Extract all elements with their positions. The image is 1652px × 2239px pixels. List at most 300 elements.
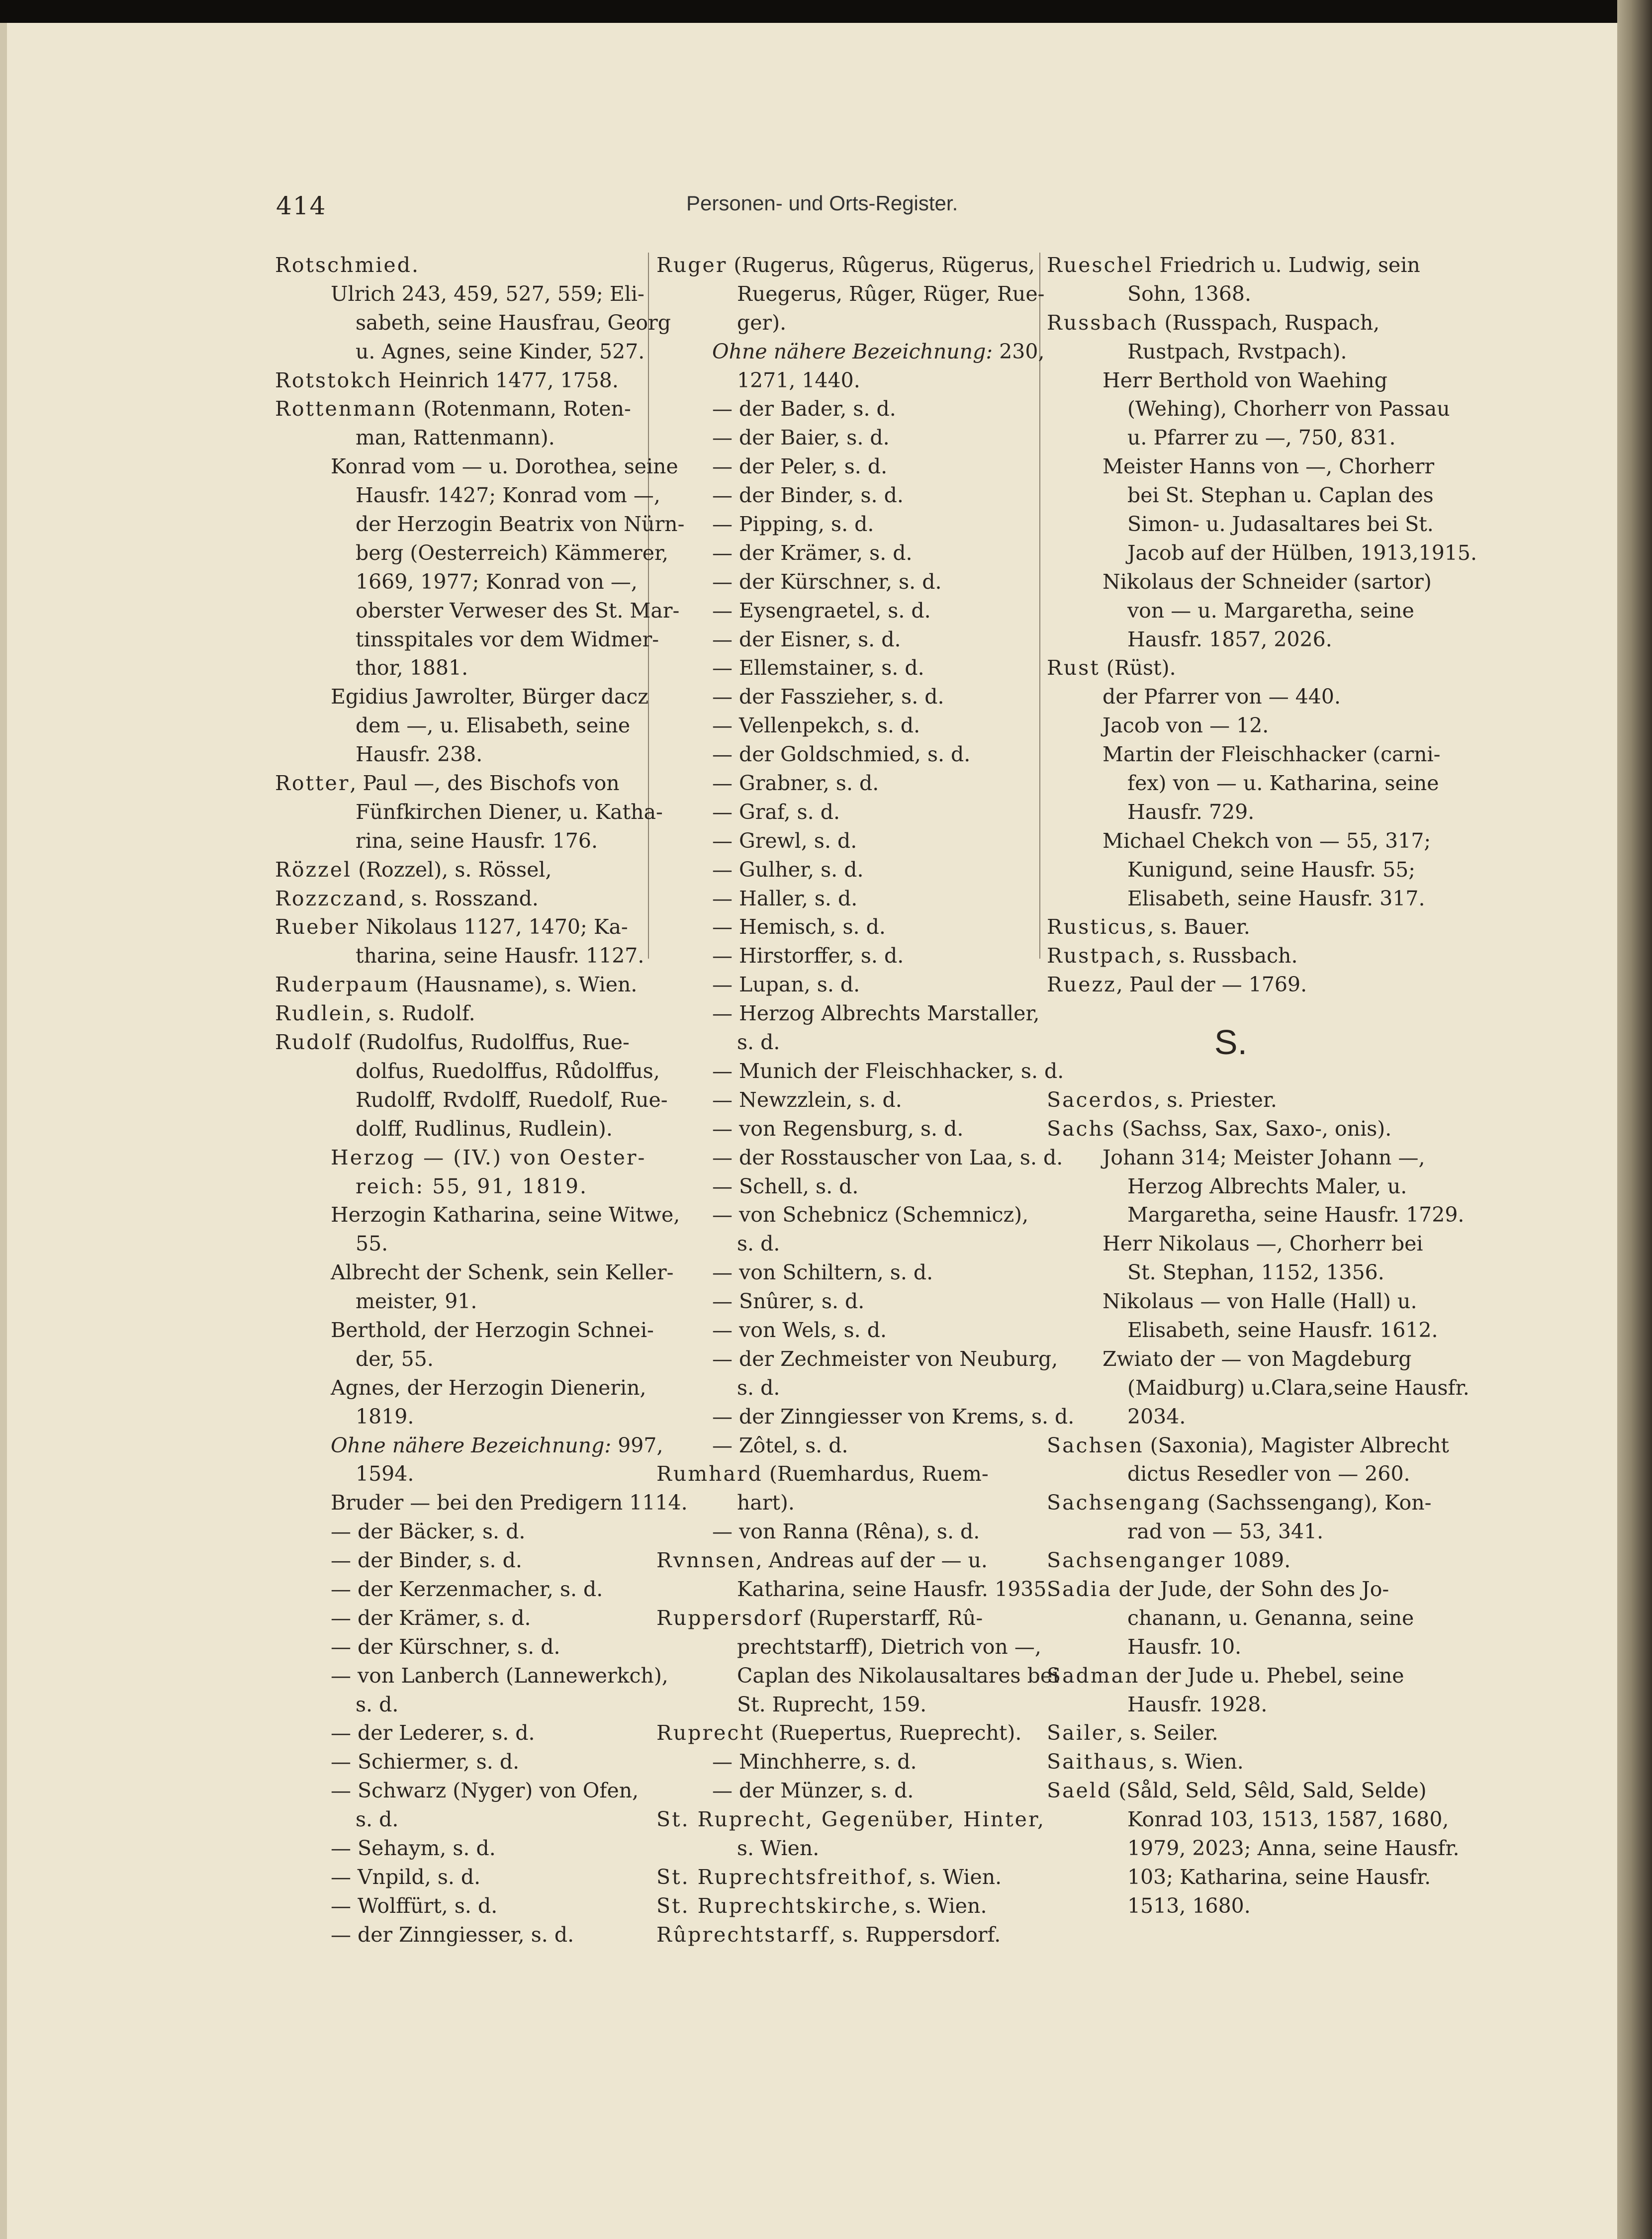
entry-text: — der Kürschner, s. d. [712, 569, 942, 594]
entry-text: — von Lanberch (Lannewerkch), [331, 1663, 668, 1688]
entry-text: (Rüst). [1100, 656, 1176, 680]
entry-text: Hausfr. 1857, 2026. [1127, 627, 1332, 651]
entry-headword: Rozzczand [275, 886, 398, 910]
index-entry-line [656, 1748, 1024, 1777]
entry-text: Egidius Jawrolter, Bürger dacz [331, 685, 648, 709]
entry-text: Hausfr. 1427; Konrad vom —, [356, 483, 660, 508]
entry-headword: Rözzel [275, 857, 352, 882]
entry-text: — der Baier, s. d. [712, 426, 890, 450]
index-entry-line [1047, 1201, 1465, 1230]
index-entry-line [1047, 1863, 1431, 1892]
entry-text: — der Rosstauscher von Laa, s. d. [712, 1145, 1063, 1169]
index-entry-line [656, 683, 1024, 712]
index-entry-headword-line [656, 1460, 1024, 1489]
index-entry-headword-line [1047, 1432, 1449, 1460]
entry-text: , s. Rudolf. [365, 1001, 475, 1026]
entry-headword: Sachsengang [1047, 1491, 1201, 1515]
entry-text: — von Schebnicz (Schemnicz), [712, 1203, 1029, 1227]
entry-text: chanann, u. Genanna, seine [1127, 1606, 1414, 1630]
index-entry-line [1047, 1345, 1415, 1374]
entry-text: — Minchherre, s. d. [712, 1750, 917, 1774]
index-entry-line [1047, 510, 1434, 539]
index-entry-line [656, 1374, 1024, 1403]
index-entry-line [656, 539, 1024, 568]
entry-text: — Gulher, s. d. [712, 857, 864, 882]
index-entry-headword-line [1047, 1115, 1415, 1144]
entry-text: fex) von — u. Katharina, seine [1127, 771, 1439, 796]
entry-headword: Rottenmann [275, 397, 417, 421]
entry-text: — Schell, s. d. [712, 1174, 859, 1198]
index-entry-line [656, 424, 1024, 452]
index-entry-headword-line [1047, 1489, 1432, 1518]
entry-headword: Rumhard [656, 1462, 763, 1486]
index-entry-line [1047, 424, 1415, 452]
book-spine-edge [1617, 0, 1652, 2239]
entry-text: Hausfr. 238. [356, 742, 483, 767]
index-entry-line [656, 1115, 1024, 1144]
entry-text: — Vnpild, s. d. [331, 1865, 481, 1889]
index-entry-line [656, 740, 1024, 769]
index-entry-line [656, 1345, 1058, 1374]
entry-text: s. d. [737, 1375, 780, 1400]
entry-text: — der Zechmeister von Neuburg, [712, 1346, 1058, 1371]
running-title: Personen- und Orts-Register. [686, 191, 958, 215]
index-entry-line [275, 1345, 643, 1374]
entry-text: rad von — 53, 341. [1127, 1520, 1324, 1544]
entry-headword: Rûprechtstarff [656, 1922, 829, 1947]
entry-text: 1513, 1680. [1127, 1893, 1251, 1918]
entry-text: Nikolaus — von Halle (Hall) u. [1102, 1289, 1417, 1314]
entry-headword: Sadia [1047, 1577, 1112, 1601]
index-entry-line [275, 568, 643, 597]
entry-text: Zwiato der — von Magdeburg [1102, 1346, 1412, 1371]
entry-text: — der Kerzenmacher, s. d. [331, 1577, 603, 1601]
entry-text: berg (Oesterreich) Kämmerer, [356, 540, 669, 565]
index-entry-headword-line [1047, 309, 1415, 338]
entry-text: (Rudolfus, Rudolffus, Rue- [352, 1030, 630, 1055]
entry-text: der Jude, der Sohn des Jo- [1112, 1577, 1389, 1601]
entry-headword: Rotter [275, 771, 350, 796]
index-entry-line [275, 1921, 643, 1950]
index-entry-line [275, 1374, 646, 1403]
entry-text: (Rozzel), s. Rössel, [352, 857, 552, 882]
entry-text: Fünfkirchen Diener, u. Katha- [356, 800, 663, 824]
entry-text: — der Binder, s. d. [712, 483, 904, 508]
entry-text: bei St. Stephan u. Caplan des [1127, 483, 1434, 508]
index-entry-headword-line [1047, 1086, 1415, 1115]
entry-headword: Rudlein [275, 1001, 366, 1026]
entry-text: — der Eisner, s. d. [712, 627, 901, 651]
index-entry-line [275, 1805, 643, 1834]
index-entry-headword-line [275, 999, 643, 1028]
entry-text: — der Münzer, s. d. [712, 1779, 914, 1803]
index-entry-line [656, 1316, 1024, 1345]
entry-text: St. Ruprecht, 159. [737, 1692, 927, 1716]
index-entry-line [275, 942, 643, 971]
index-entry-line [275, 1546, 643, 1575]
entry-headword: Sachsenganger [1047, 1548, 1226, 1573]
entry-text: thor, 1881. [356, 656, 468, 680]
index-entry-line [656, 827, 1024, 856]
entry-headword: Rueschel [1047, 253, 1153, 277]
entry-text: — Pipping, s. d. [712, 512, 874, 537]
entry-text: — der Zinngiesser von Krems, s. d. [712, 1404, 1075, 1429]
index-entry-line [275, 510, 685, 539]
entry-text: — Graf, s. d. [712, 800, 840, 824]
index-entry-line [656, 942, 1024, 971]
index-entry-line [275, 309, 671, 338]
index-entry-line [275, 827, 643, 856]
entry-text: — Hemisch, s. d. [712, 915, 886, 939]
index-entry-line [275, 1662, 668, 1691]
entry-text: Konrad vom — u. Dorothea, seine [331, 454, 678, 479]
entry-headword: Rust [1047, 656, 1100, 680]
index-column-1 [275, 251, 688, 1950]
entry-text: — der Binder, s. d. [331, 1548, 522, 1573]
entry-text: (Wehing), Chorherr von Passau [1127, 397, 1450, 421]
entry-text: (Ruemhardus, Ruem- [762, 1462, 989, 1486]
entry-headword: Sachsen [1047, 1433, 1144, 1457]
entry-text: Margaretha, seine Hausfr. 1729. [1127, 1203, 1465, 1227]
entry-text: Herzogin Katharina, seine Witwe, [331, 1203, 680, 1227]
entry-text: — von Wels, s. d. [712, 1318, 887, 1342]
entry-text: Caplan des Nikolausaltares bei [737, 1663, 1059, 1688]
entry-text: (Hausname), s. Wien. [409, 973, 638, 997]
index-entry-line [275, 740, 643, 769]
entry-headword: , Gegenüber, Hinter, [805, 1807, 1046, 1832]
index-entry-line [1047, 1374, 1469, 1403]
entry-text: , s. Russbach. [1155, 944, 1298, 968]
entry-text: (Ruperstarff, Rû- [802, 1606, 983, 1630]
index-entry-line [656, 913, 1024, 942]
index-entry-line [1047, 395, 1450, 424]
index-entry-headword-line [1047, 1748, 1415, 1777]
index-entry-line [1047, 1892, 1415, 1921]
entry-text: — der Zinngiesser, s. d. [331, 1922, 574, 1947]
entry-text: der Pfarrer von — 440. [1102, 685, 1341, 709]
index-entry-line [1047, 1287, 1415, 1316]
index-entry-line [1047, 1604, 1415, 1633]
entry-text: Hausfr. 729. [1127, 800, 1255, 824]
index-entry-line [275, 1057, 660, 1086]
index-entry-headword-line [275, 395, 643, 424]
entry-text: s. Wien. [737, 1836, 820, 1860]
index-entry-line [275, 539, 669, 568]
index-entry-headword-line [1047, 913, 1415, 942]
index-entry-line [656, 1287, 1024, 1316]
entry-text: — der Bader, s. d. [712, 397, 896, 421]
entry-text: (Russpach, Ruspach, [1158, 310, 1380, 335]
entry-headword: Ruderpaum [275, 973, 410, 997]
index-entry-line [275, 1748, 643, 1777]
entry-headword: Rotstokch [275, 368, 392, 392]
index-entry-line [1047, 885, 1425, 913]
index-entry-line [275, 1719, 643, 1748]
entry-text: — Sehaym, s. d. [331, 1836, 496, 1860]
index-entry-line [275, 452, 678, 481]
entry-text: Herzog Albrechts Maler, u. [1127, 1174, 1407, 1198]
entry-headword: Rusticus [1047, 915, 1148, 939]
entry-text: (Saxonia), Magister Albrecht [1143, 1433, 1449, 1457]
index-entry-line [275, 1460, 643, 1489]
entry-text: rina, seine Hausfr. 176. [356, 828, 598, 853]
entry-text: , s. Wien. [906, 1865, 1002, 1889]
index-entry-line [275, 1287, 643, 1316]
index-entry-line [1047, 1633, 1415, 1662]
index-entry-headword-line [275, 971, 643, 999]
entry-text: oberster Verweser des St. Mar- [356, 598, 680, 623]
entry-text: — Hirstorffer, s. d. [712, 944, 904, 968]
entry-headword: Saithaus [1047, 1750, 1149, 1774]
entry-headword: Sachs [1047, 1116, 1115, 1141]
index-entry-line [656, 1403, 1075, 1432]
entry-text: , s. Wien. [1148, 1750, 1244, 1774]
index-entry-line [1047, 280, 1415, 309]
entry-text: Elisabeth, seine Hausfr. 1612. [1127, 1318, 1438, 1342]
index-entry-line [1047, 1460, 1415, 1489]
entry-text: dolfus, Ruedolffus, Růdolffus, [356, 1059, 660, 1083]
index-entry-line [656, 1230, 1024, 1258]
index-entry-headword-line [1047, 1662, 1415, 1691]
entry-text: , s. Wien. [892, 1893, 987, 1918]
entry-text: prechtstarff), Dietrich von —, [737, 1634, 1041, 1659]
entry-text: 1594. [356, 1462, 414, 1486]
index-entry-line [275, 424, 643, 452]
index-entry-line [656, 338, 1045, 366]
entry-text: — der Fasszieher, s. d. [712, 685, 944, 709]
entry-headword: Sadman [1047, 1663, 1140, 1688]
index-entry-line [275, 683, 648, 712]
entry-text: , s. Bauer. [1147, 915, 1250, 939]
index-entry-line [275, 1144, 646, 1172]
scan-border-top [0, 0, 1652, 23]
entry-headword: Rueber [275, 915, 360, 939]
index-entry-line [275, 1316, 654, 1345]
index-entry-line [656, 568, 1024, 597]
entry-text: , s. Ruppersdorf. [829, 1922, 1001, 1947]
entry-text: (Ruepertus, Rueprecht). [764, 1721, 1022, 1745]
entry-text: 230, [993, 339, 1045, 363]
entry-text: — Haller, s. d. [712, 886, 858, 910]
index-entry-line [1047, 769, 1439, 798]
index-entry-line [656, 1691, 1024, 1719]
entry-text: (Rugerus, Rûgerus, Rügerus, [727, 253, 1035, 277]
index-entry-line [1047, 1316, 1438, 1345]
entry-text: — Eysengraetel, s. d. [712, 598, 931, 623]
index-entry-line [656, 1201, 1029, 1230]
index-entry-line [1047, 452, 1435, 481]
entry-text: — Munich der Fleischhacker, s. d. [712, 1059, 1064, 1083]
index-entry-line [656, 366, 1024, 395]
index-entry-line [656, 1258, 1024, 1287]
index-entry-line [1047, 366, 1415, 395]
index-entry-line [275, 712, 643, 740]
index-entry-headword-line [656, 1921, 1024, 1950]
entry-text: ger). [737, 310, 787, 335]
index-entry-line [275, 626, 659, 654]
index-entry-line [656, 1489, 1024, 1518]
index-entry-line [656, 481, 1024, 510]
index-entry-line [275, 1691, 643, 1719]
index-entry-line [275, 1604, 643, 1633]
index-entry-line [656, 280, 1045, 309]
entry-text: Nikolaus 1127, 1470; Ka- [359, 915, 628, 939]
entry-text: s. d. [737, 1232, 780, 1256]
index-entry-headword-line [1047, 1546, 1415, 1575]
entry-text: 1669, 1977; Konrad von —, [356, 569, 638, 594]
entry-headword: St. Ruprecht [656, 1807, 806, 1832]
entry-text: , s. Rosszand. [398, 886, 539, 910]
entry-headword: Russbach [1047, 310, 1158, 335]
entry-italic-note: Ohne nähere Bezeichnung: [712, 339, 993, 363]
index-entry-line [1047, 481, 1434, 510]
entry-text: (Såld, Seld, Sêld, Sald, Selde) [1112, 1779, 1427, 1803]
entry-text: Michael Chekch von — 55, 317; [1102, 828, 1431, 853]
entry-text: s. d. [737, 1030, 780, 1055]
index-entry-line [275, 654, 643, 683]
index-entry-line [656, 712, 1024, 740]
index-entry-line [656, 654, 1024, 683]
entry-text: Berthold, der Herzogin Schnei- [331, 1318, 654, 1342]
index-entry-line [1047, 539, 1477, 568]
index-entry-line [656, 510, 1024, 539]
index-entry-headword-line [275, 885, 643, 913]
index-entry-line [1047, 712, 1415, 740]
section-letter: S. [1214, 1023, 1248, 1062]
index-entry-headword-line [1047, 251, 1420, 280]
index-entry-line [656, 1518, 1024, 1546]
entry-text: — Lupan, s. d. [712, 973, 860, 997]
entry-text: — Snûrer, s. d. [712, 1289, 865, 1314]
index-entry-line [275, 798, 663, 827]
entry-text: — Schwarz (Nyger) von Ofen, [331, 1779, 639, 1803]
entry-text: dolff, Rudlinus, Rudlein). [356, 1116, 613, 1141]
index-entry-line [275, 1258, 674, 1287]
index-entry-headword-line [656, 1892, 1024, 1921]
entry-text: Katharina, seine Hausfr. 1935. [737, 1577, 1053, 1601]
index-entry-line [275, 1403, 643, 1432]
index-entry-headword-line [656, 1604, 1024, 1633]
entry-text: tharina, seine Hausfr. 1127. [356, 944, 644, 968]
entry-text: — der Peler, s. d. [712, 454, 888, 479]
index-entry-headword-line [1047, 971, 1415, 999]
index-entry-line [1047, 1258, 1415, 1287]
entry-text: — Vellenpekch, s. d. [712, 714, 920, 738]
entry-text: Friedrich u. Ludwig, sein [1153, 253, 1420, 277]
index-entry-headword-line [656, 1805, 1046, 1834]
index-entry-line [656, 597, 1024, 626]
index-entry-line [275, 481, 660, 510]
index-entry-line [656, 971, 1024, 999]
running-head [0, 191, 1652, 231]
entry-headword: Rustpach [1047, 944, 1156, 968]
index-entry-line [1047, 798, 1415, 827]
entry-text: 2034. [1127, 1404, 1186, 1429]
index-entry-line [1047, 1834, 1460, 1863]
entry-text: Nikolaus der Schneider (sartor) [1102, 569, 1432, 594]
index-entry-line [1047, 1691, 1415, 1719]
entry-italic-note: Ohne nähere Bezeichnung: [331, 1433, 612, 1457]
entry-text: Hausfr. 10. [1127, 1634, 1242, 1659]
entry-headword: St. Ruprechtskirche [656, 1893, 892, 1918]
index-entry-line [1047, 856, 1415, 885]
entry-text: 1271, 1440. [737, 368, 860, 392]
index-entry-line [275, 597, 680, 626]
entry-text: 55. [356, 1232, 388, 1256]
entry-text: , Andreas auf der — u. [755, 1548, 988, 1573]
entry-text: 997, [611, 1433, 663, 1457]
entry-headword: Sacerdos [1047, 1087, 1154, 1112]
index-entry-line [1047, 568, 1432, 597]
entry-text: hart). [737, 1491, 795, 1515]
entry-text: — Wolffürt, s. d. [331, 1893, 498, 1918]
index-entry-headword-line [656, 1863, 1024, 1892]
index-entry-line [1047, 1144, 1425, 1172]
index-entry-line [275, 1633, 643, 1662]
index-entry-headword-line [275, 1028, 643, 1057]
entry-text: der Jude u. Phebel, seine [1139, 1663, 1404, 1688]
index-entry-headword-line [1047, 942, 1415, 971]
entry-text: s. d. [356, 1692, 399, 1716]
index-entry-headword-line [275, 856, 643, 885]
entry-text: , Paul —, des Bischofs von [350, 771, 620, 796]
entry-text: Rudolff, Rvdolff, Ruedolf, Rue- [356, 1087, 668, 1112]
entry-text: u. Pfarrer zu —, 750, 831. [1127, 426, 1396, 450]
entry-text: — von Schiltern, s. d. [712, 1260, 933, 1285]
index-entry-line [656, 1144, 1063, 1172]
entry-text: der, 55. [356, 1346, 434, 1371]
index-entry-headword-line [275, 366, 643, 395]
entry-text: Jacob von — 12. [1102, 714, 1269, 738]
entry-text: Konrad 103, 1513, 1587, 1680, [1127, 1807, 1449, 1832]
index-entry-line [1047, 683, 1415, 712]
entry-text: Kunigund, seine Hausfr. 55; [1127, 857, 1416, 882]
index-entry-line [275, 1863, 643, 1892]
entry-text: Johann 314; Meister Johann —, [1102, 1145, 1425, 1169]
entry-text: Ulrich 243, 459, 527, 559; Eli- [331, 281, 644, 306]
entry-text: man, Rattenmann). [356, 426, 555, 450]
index-entry-headword-line [275, 913, 643, 942]
entry-text: Herr Berthold von Waehing [1102, 368, 1387, 392]
index-entry-line [656, 1086, 1024, 1115]
entry-text: (Rotenmann, Roten- [417, 397, 631, 421]
entry-text: Elisabeth, seine Hausfr. 317. [1127, 886, 1425, 910]
entry-headword: Herzog — (IV.) von Oester- [331, 1145, 646, 1169]
entry-text: , s. Seiler. [1116, 1721, 1218, 1745]
index-entry-line [1047, 1172, 1415, 1201]
index-entry-line [275, 280, 643, 309]
index-entry-line [656, 856, 1024, 885]
index-entry-line [275, 1518, 643, 1546]
index-entry-line [656, 1172, 1024, 1201]
index-entry-line [1047, 626, 1415, 654]
index-entry-line [656, 999, 1040, 1028]
entry-headword: Ruger [656, 253, 728, 277]
entry-text: Sohn, 1368. [1127, 281, 1252, 306]
index-entry-line [656, 1834, 1024, 1863]
entry-text: sabeth, seine Hausfrau, Georg [356, 310, 671, 335]
entry-text: — der Lederer, s. d. [331, 1721, 535, 1745]
index-entry-line [656, 798, 1024, 827]
entry-text: , s. Priester. [1154, 1087, 1277, 1112]
page-number: 414 [276, 191, 327, 220]
index-entry-headword-line [275, 251, 643, 280]
index-entry-line [656, 309, 1024, 338]
entry-headword: reich: 55, 91, 1819. [356, 1174, 588, 1198]
index-entry-headword-line [1047, 654, 1415, 683]
entry-text: — der Kürschner, s. d. [331, 1634, 560, 1659]
index-entry-line [656, 1028, 1024, 1057]
